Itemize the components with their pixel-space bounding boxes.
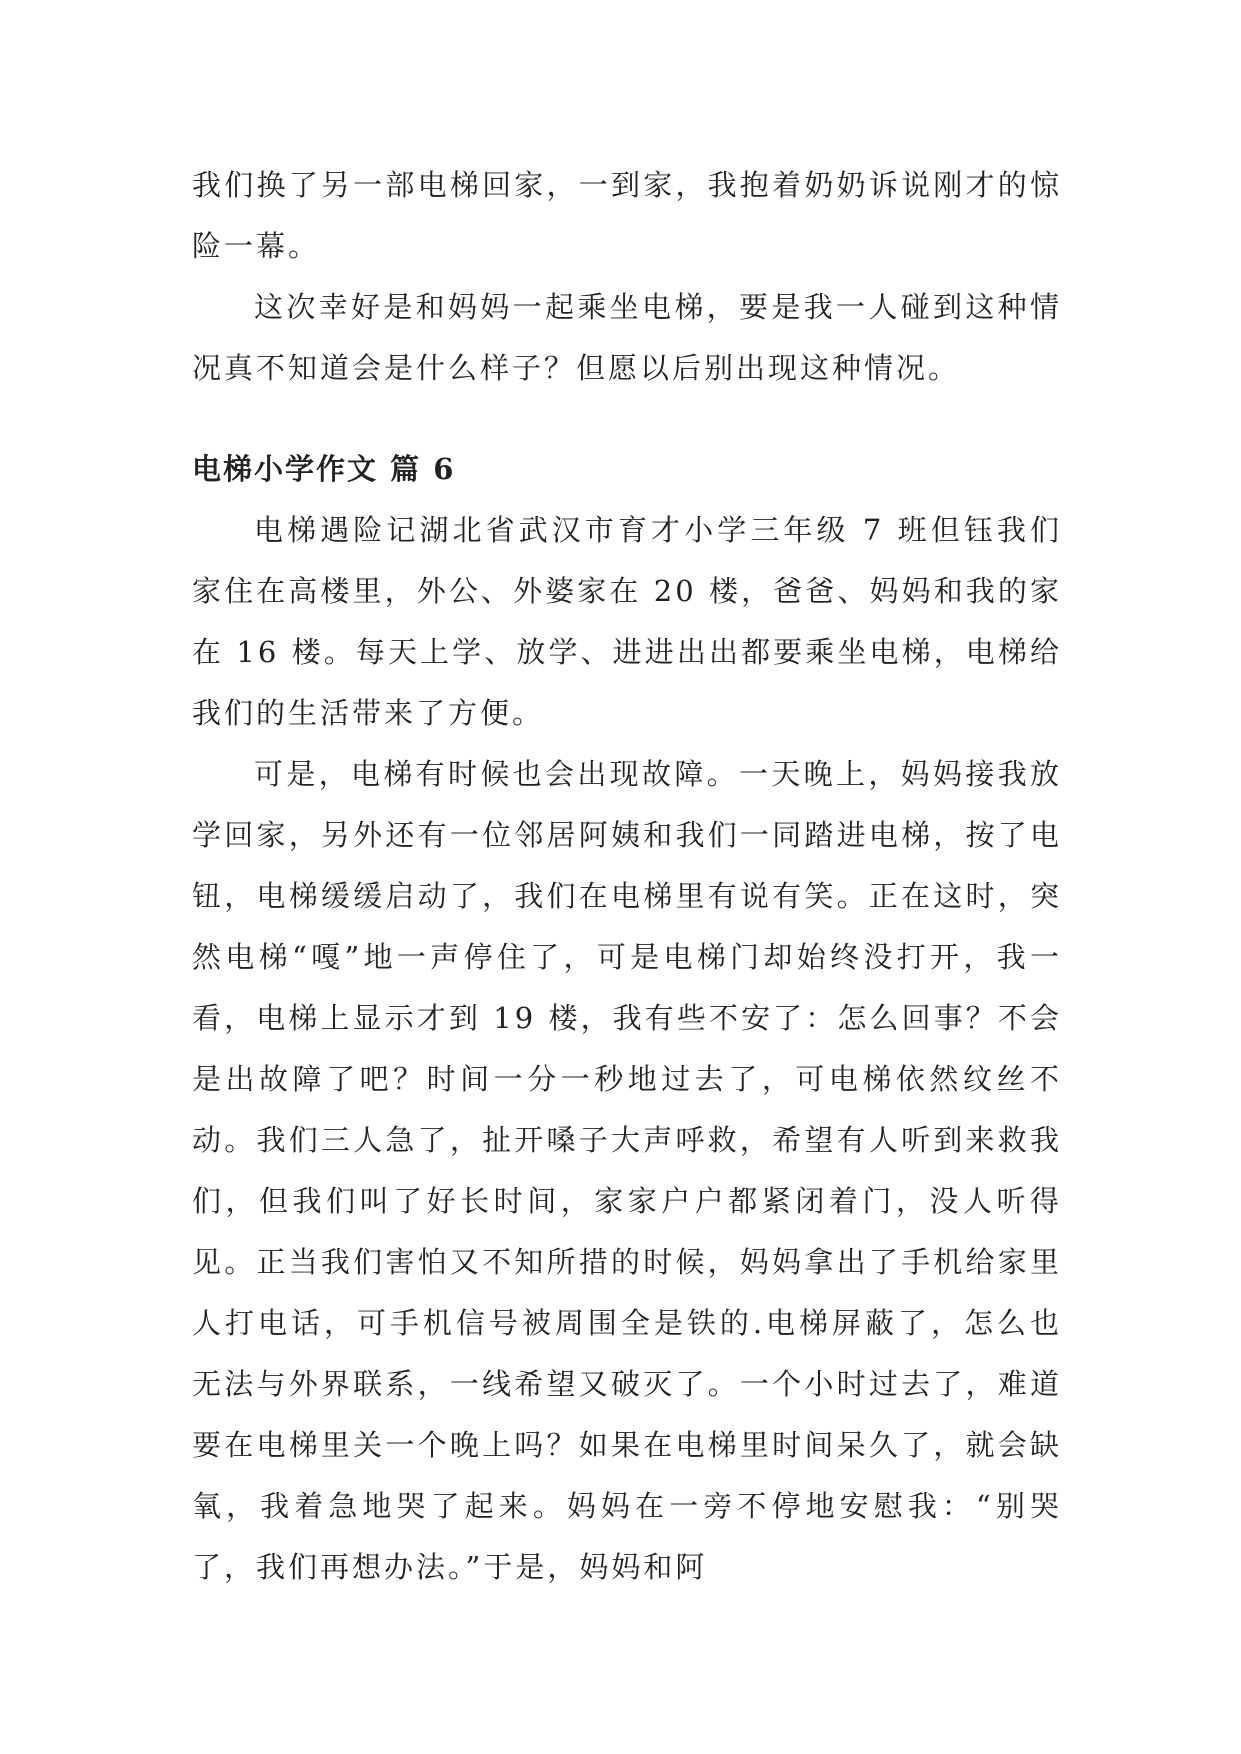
paragraph-continuation: 我们换了另一部电梯回家，一到家，我抱着奶奶诉说刚才的惊险一幕。 [192, 168, 1062, 263]
section-heading: 电梯小学作文 篇 6 [192, 452, 456, 486]
section-gap [192, 399, 1062, 439]
paragraph-intro: 电梯遇险记湖北省武汉市育才小学三年级 7 班但钰我们家住在高楼里，外公、外婆家在 20 楼，爸爸、妈妈和我的家在 16 楼。每天上学、放学、进进出出都要乘坐电梯，电梯给我们的生活带来了方便。 [192, 513, 1062, 730]
paragraph-story: 可是，电梯有时候也会出现故障。一天晚上，妈妈接我放学回家，另外还有一位邻居阿姨和我们一同踏进电梯，按了电钮，电梯缓缓启动了，我们在电梯里有说有笑。正在这时，突然电梯“嘎”地一声停住了，可是电梯门却始终没打开，我一看，电梯上显示才到 19 楼，我有些不安了：怎么回事？不会是出故障了吧？时间一分一秒地过去了，可电梯依然纹丝不动。我们三人急了，扯开嗓子大声呼救，希望有人听到来救我们，但我们叫了好长时间，家家户户都紧闭着门，没人听得见。正当我们害怕又不知所措的时候，妈妈拿出了手机给家里人打电话，可手机信号被周围全是铁的.电梯屏蔽了，怎么也无法与外界联系，一线希望又破灭了。一个小时过去了，难道要在电梯里关一个晚上吗？如果在电梯里时间呆久了，就会缺氧，我着急地哭了起来。妈妈在一旁不停地安慰我：“别哭了，我们再想办法。”于是，妈妈和阿 [192, 757, 1062, 1584]
document-page [192, 155, 1062, 1598]
paragraph-conclusion: 这次幸好是和妈妈一起乘坐电梯，要是我一人碰到这种情况真不知道会是什么样子？但愿以后别出现这种情况。 [192, 290, 1062, 385]
